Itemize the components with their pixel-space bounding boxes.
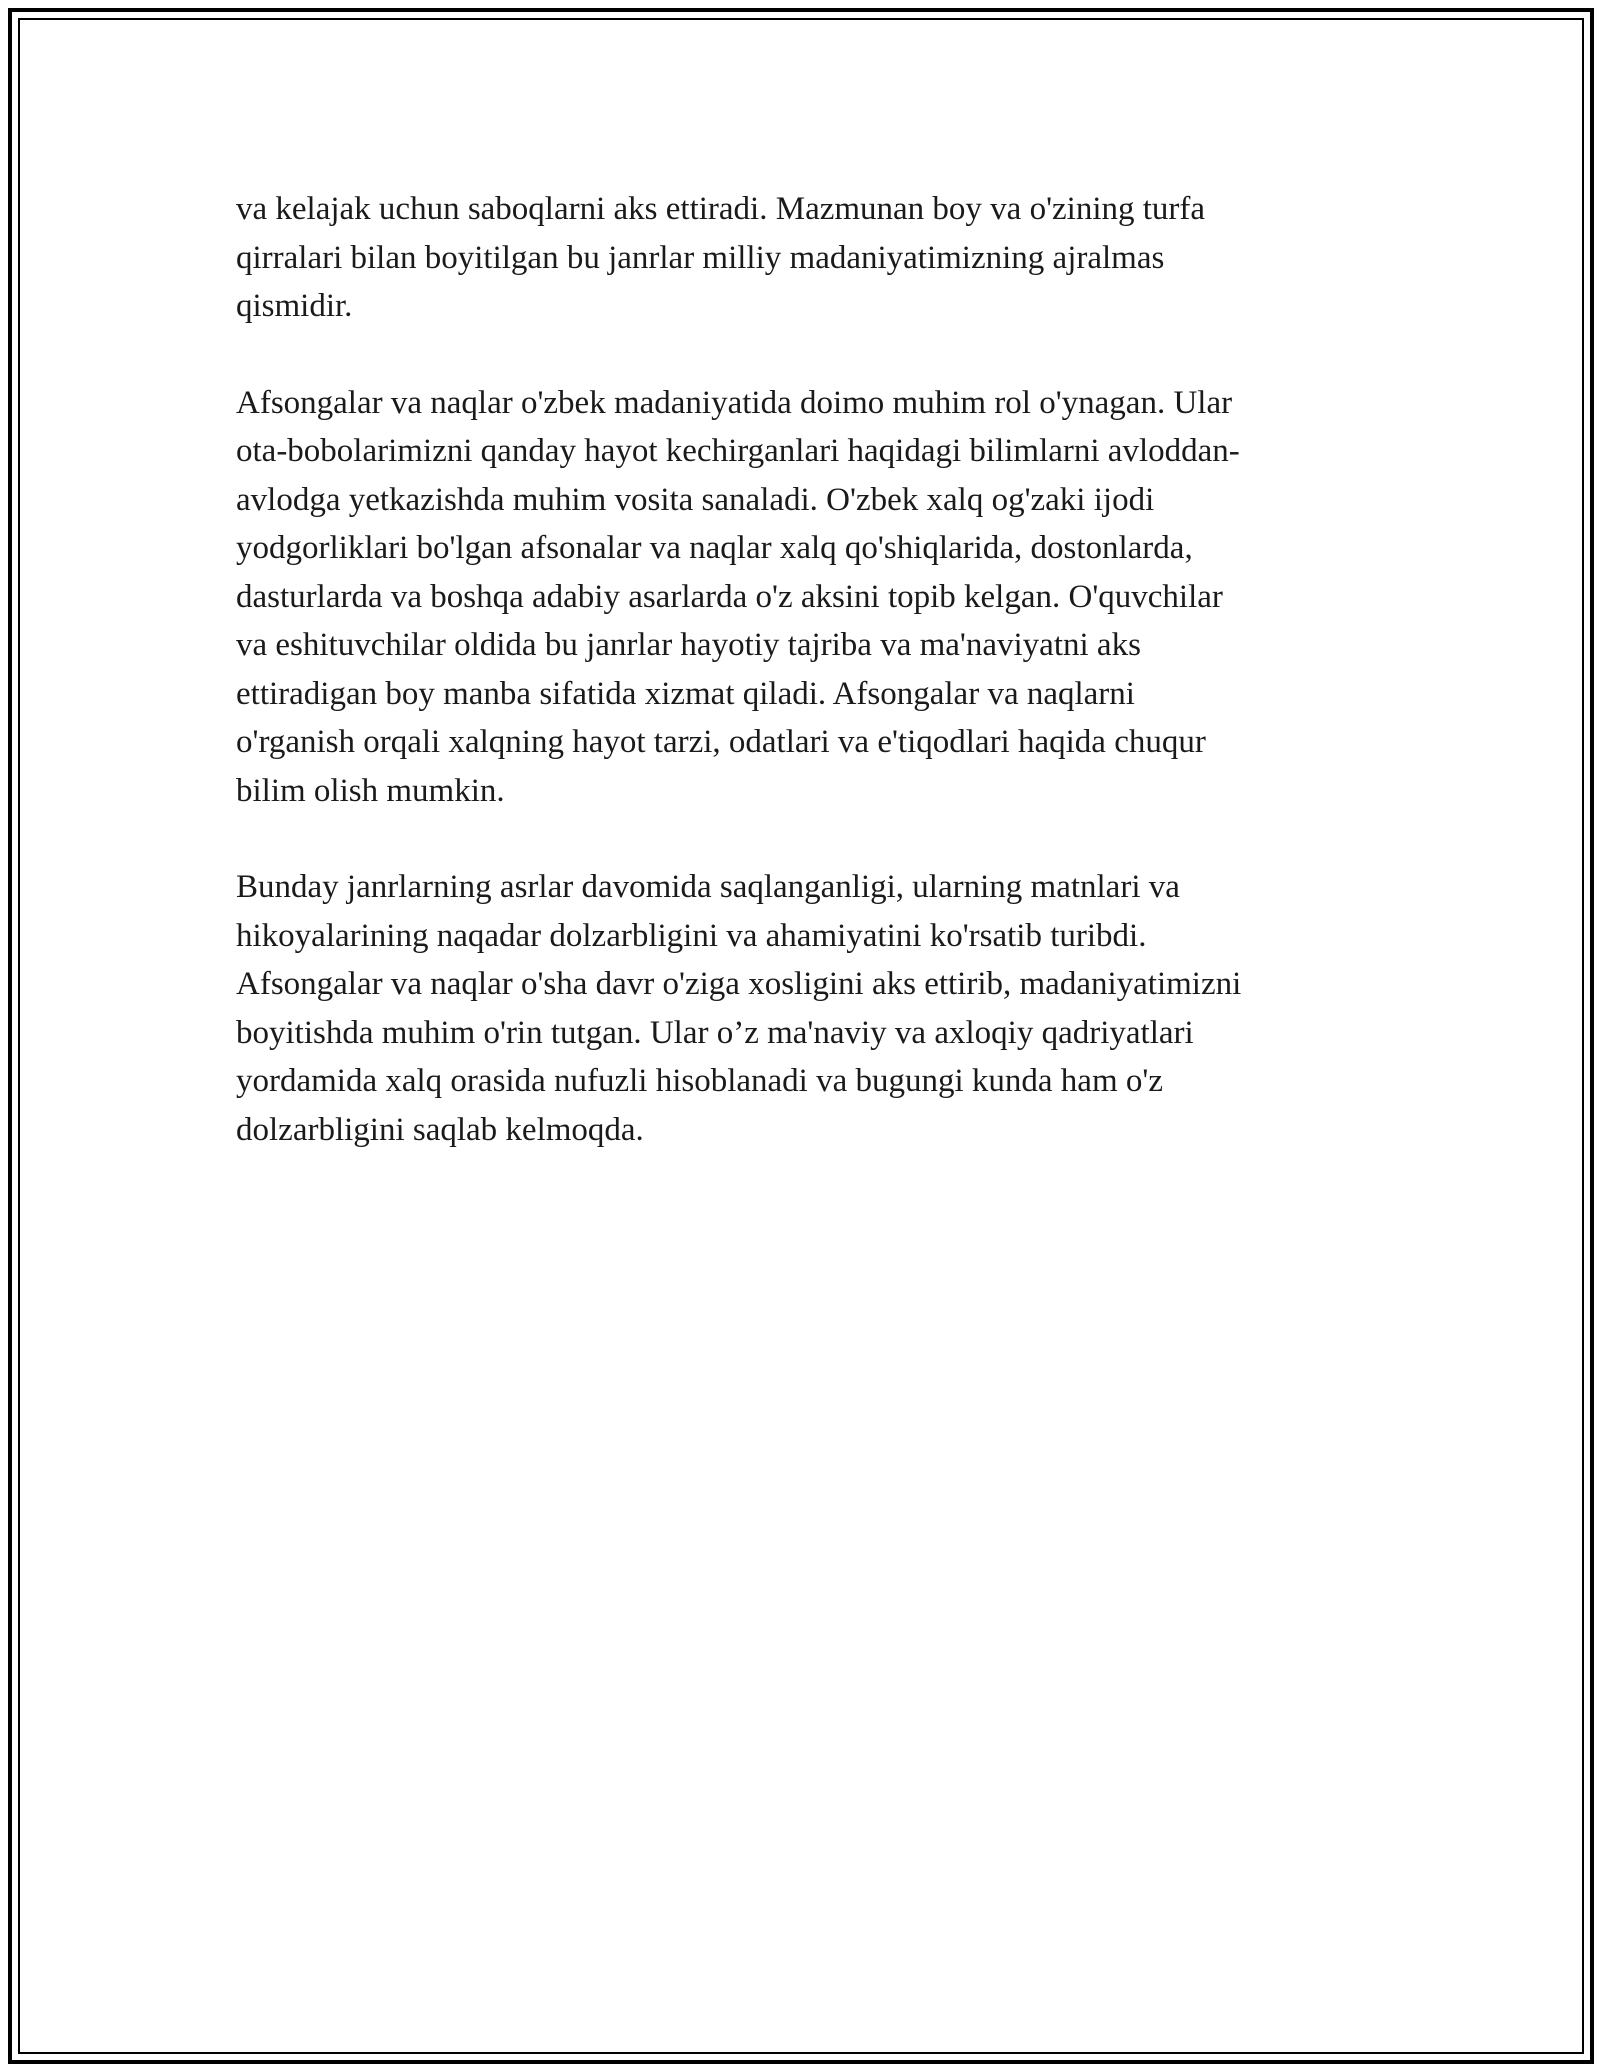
paragraph-1: va kelajak uchun saboqlarni aks ettiradi. Mazmunan boy va o'zining turfa qirralari bilan boyitilgan bu janrlar milliy madaniyatimizning ajralmas qismidir. [236,191,1206,324]
paragraph-2: Afsongalar va naqlar o'zbek madaniyatida doimo muhim rol o'ynagan. Ular ota-bobolarimizni qanday hayot kechirganlari haqidagi bilimlarni avloddan- avlodga yetkazishda muhim vosita sanaladi. O'zbek xalq og'zaki ijodi yodgorliklari bo'lgan afsonalar va naqlar xalq qo'shiqlarida, dostonlarda, dasturlarda va boshqa adabiy asarlarda o'z aksini topib kelgan. O'quvchilar va eshituvchilar oldida bu janrlar hayotiy tajriba va ma'naviyatni aks ettiradigan boy manba sifatida xizmat qiladi. Afsongalar va naqlarni o'rganish orqali xalqning hayot tarzi, odatlari va e'tiqodlari haqida chuqur bilim olish mumkin. [236,384,1240,809]
document-body [236,185,1356,1202]
paragraph-3: Bunday janrlarning asrlar davomida saqlanganligi, ularning matnlari va hikoyalarining naqadar dolzarbligini va ahamiyatini ko'rsatib turibdi. Afsongalar va naqlar o'sha davr o'ziga xosligini aks ettirib, madaniyatimizni boyitishda muhim o'rin tutgan. Ular o’z ma'naviy va axloqiy qadriyatlari yordamida xalq orasida nufuzli hisoblanadi va bugungi kunda ham o'z dolzarbligini saqlab kelmoqda. [236,869,1242,1148]
